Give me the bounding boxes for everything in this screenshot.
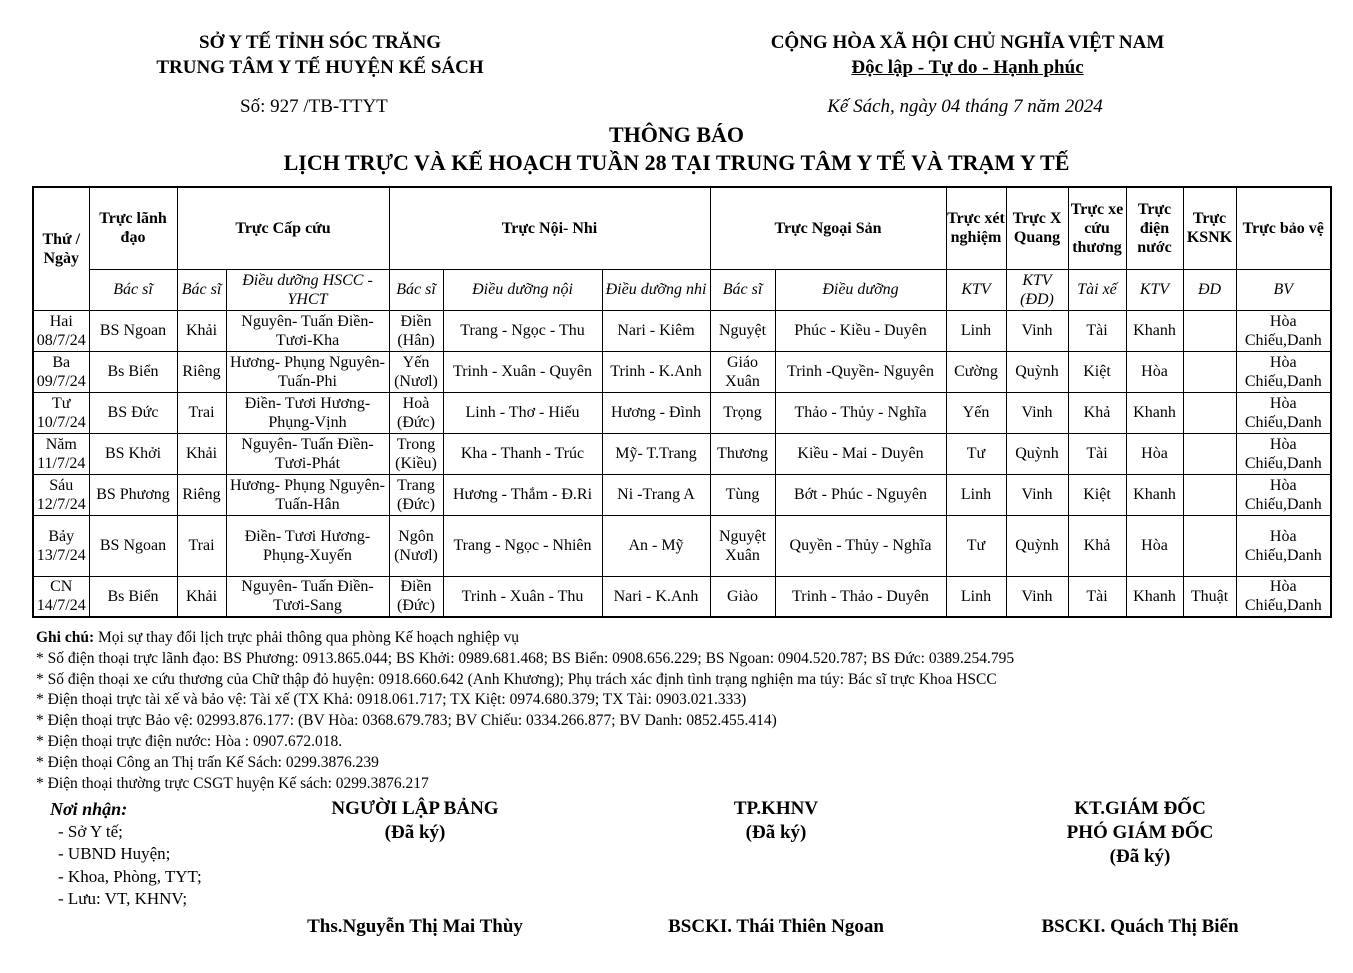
sub-internal-doctor: Bác sĩ xyxy=(389,269,443,310)
nation-line1: CỘNG HÒA XÃ HỘI CHỦ NGHĨA VIỆT NAM xyxy=(770,32,1165,53)
cell-ped-nurse: Nari - Kiêm xyxy=(602,310,710,351)
date: 12/7/24 xyxy=(36,495,86,513)
cell-em-doc: Khải xyxy=(177,310,226,351)
cell-in-doc: Trong (Kiều) xyxy=(389,433,443,474)
organization-header xyxy=(120,30,520,80)
date: 08/7/24 xyxy=(36,331,86,349)
cell-xray: Vinh xyxy=(1006,576,1068,617)
cell-utility: Hòa xyxy=(1126,515,1183,576)
day-cell xyxy=(33,351,89,392)
nation-motto: Độc lập - Tự do - Hạnh phúc xyxy=(851,57,1084,78)
cell-em-doc: Riêng xyxy=(177,351,226,392)
preparer-signature xyxy=(275,797,555,845)
weekday: Tư xyxy=(52,394,71,412)
note-line: * Điện thoại trực điện nước: Hòa : 0907.672.018. xyxy=(36,732,343,750)
cell-utility: Hòa xyxy=(1126,351,1183,392)
weekday: Hai xyxy=(49,312,73,330)
cell-driver: Tài xyxy=(1068,576,1126,617)
cell-em-nurse: Nguyên- Tuấn Điền- Tươi-Sang xyxy=(226,576,389,617)
recipients-label: Nơi nhận: xyxy=(50,799,128,819)
cell-ksnk xyxy=(1183,392,1236,433)
cell-in-nurse: Hương - Thắm - Đ.Ri xyxy=(443,474,602,515)
weekday: CN xyxy=(50,578,73,596)
cell-em-doc: Trai xyxy=(177,515,226,576)
cell-utility: Hòa xyxy=(1126,433,1183,474)
cell-in-doc: Điền (Hân) xyxy=(389,310,443,351)
cell-ksnk xyxy=(1183,351,1236,392)
header-internal-pediatric: Trực Nội- Nhi xyxy=(389,187,710,269)
header-security: Trực bảo vệ xyxy=(1236,187,1331,269)
recipient-item: - Khoa, Phòng, TYT; xyxy=(58,866,202,886)
document-number: Số: 927 /TB-TTYT xyxy=(240,96,388,117)
table-row xyxy=(33,515,1331,576)
header-ambulance: Trực xe cứu thương xyxy=(1068,187,1126,269)
cell-leader: Bs Biển xyxy=(89,576,177,617)
preparer-signed: (Đã ký) xyxy=(384,822,446,843)
weekday: Bảy xyxy=(48,527,75,545)
cell-utility: Khanh xyxy=(1126,576,1183,617)
day-cell xyxy=(33,310,89,351)
day-cell xyxy=(33,392,89,433)
date: 13/7/24 xyxy=(36,546,86,564)
day-cell xyxy=(33,474,89,515)
table-row xyxy=(33,392,1331,433)
place-date: Kế Sách, ngày 04 tháng 7 năm 2024 xyxy=(827,96,1103,117)
cell-security: Hòa Chiếu,Danh xyxy=(1236,310,1331,351)
table-row xyxy=(33,310,1331,351)
sub-ksnk-nurse: ĐD xyxy=(1183,269,1236,310)
sub-lab-technician: KTV xyxy=(946,269,1006,310)
header-day: Thứ / Ngày xyxy=(33,187,89,310)
cell-ksnk xyxy=(1183,515,1236,576)
header-ksnk: Trực KSNK xyxy=(1183,187,1236,269)
org-line1: SỞ Y TẾ TỈNH SÓC TRĂNG xyxy=(199,32,441,53)
cell-security: Hòa Chiếu,Danh xyxy=(1236,474,1331,515)
cell-utility: Khanh xyxy=(1126,474,1183,515)
cell-driver: Tài xyxy=(1068,310,1126,351)
note-line: * Số điện thoại xe cứu thương của Chữ thập đỏ huyện: 0918.660.642 (Anh Khương); Phụ trách xác định tình trạng nghiện ma túy: Bác sĩ trực Khoa HSCC xyxy=(36,670,997,688)
cell-xray: Vinh xyxy=(1006,392,1068,433)
cell-driver: Tài xyxy=(1068,433,1126,474)
weekday: Năm xyxy=(45,435,77,453)
cell-leader: BS Ngoan xyxy=(89,310,177,351)
day-cell xyxy=(33,515,89,576)
cell-em-nurse: Điền- Tươi Hương- Phụng-Xuyến xyxy=(226,515,389,576)
cell-sur-doc: Nguyệt xyxy=(710,310,775,351)
cell-in-nurse: Trang - Ngọc - Thu xyxy=(443,310,602,351)
cell-leader: BS Phương xyxy=(89,474,177,515)
notes-label: Ghi chú: xyxy=(36,629,95,646)
sub-xray-technician: KTV (ĐD) xyxy=(1006,269,1068,310)
cell-ped-nurse: An - Mỹ xyxy=(602,515,710,576)
cell-in-doc: Hoà (Đức) xyxy=(389,392,443,433)
cell-security: Hòa Chiếu,Danh xyxy=(1236,351,1331,392)
cell-driver: Kiệt xyxy=(1068,351,1126,392)
cell-sur-nurse: Phúc - Kiều - Duyên xyxy=(775,310,946,351)
cell-em-nurse: Nguyên- Tuấn Điền- Tươi-Kha xyxy=(226,310,389,351)
note-line: * Điện thoại trực Bảo vệ: 02993.876.177: (BV Hòa: 0368.679.783; BV Chiếu: 0334.266.877; BV Danh: 0852.455.414) xyxy=(36,712,777,730)
cell-leader: BS Ngoan xyxy=(89,515,177,576)
preparer-title: NGƯỜI LẬP BẢNG xyxy=(331,798,499,819)
cell-em-doc: Khải xyxy=(177,433,226,474)
cell-ped-nurse: Mỹ- T.Trang xyxy=(602,433,710,474)
cell-em-doc: Riêng xyxy=(177,474,226,515)
table-sub-header xyxy=(33,269,1331,310)
khnv-title: TP.KHNV xyxy=(733,798,819,819)
cell-em-doc: Trai xyxy=(177,392,226,433)
header-emergency: Trực Cấp cứu xyxy=(177,187,389,269)
cell-driver: Khả xyxy=(1068,515,1126,576)
note-line: * Điện thoại trực tài xế và bảo vệ: Tài xế (TX Khả: 0918.061.717; TX Kiệt: 0974.680.379; TX Tài: 0903.021.333) xyxy=(36,691,747,709)
cell-in-nurse: Kha - Thanh - Trúc xyxy=(443,433,602,474)
cell-sur-doc: Tùng xyxy=(710,474,775,515)
cell-em-nurse: Hương- Phụng Nguyên- Tuấn-Phi xyxy=(226,351,389,392)
cell-sur-nurse: Quyền - Thủy - Nghĩa xyxy=(775,515,946,576)
date: 11/7/24 xyxy=(37,454,86,472)
cell-sur-nurse: Kiều - Mai - Duyên xyxy=(775,433,946,474)
notes-section xyxy=(36,628,1014,794)
cell-in-doc: Trang (Đức) xyxy=(389,474,443,515)
sub-pediatric-nurse: Điều dưỡng nhi xyxy=(602,269,710,310)
sub-surgery-nurse: Điều dưỡng xyxy=(775,269,946,310)
cell-lab: Cường xyxy=(946,351,1006,392)
cell-security: Hòa Chiếu,Danh xyxy=(1236,515,1331,576)
cell-in-nurse: Trang - Ngọc - Nhiên xyxy=(443,515,602,576)
document-title: THÔNG BÁO xyxy=(608,122,745,147)
cell-security: Hòa Chiếu,Danh xyxy=(1236,433,1331,474)
cell-sur-nurse: Trinh -Quyền- Nguyên xyxy=(775,351,946,392)
cell-lab: Tư xyxy=(946,515,1006,576)
cell-sur-nurse: Bớt - Phúc - Nguyên xyxy=(775,474,946,515)
director-signed: (Đã ký) xyxy=(1109,846,1171,867)
sub-emergency-doctor: Bác sĩ xyxy=(177,269,226,310)
recipients-section xyxy=(50,798,202,911)
cell-ped-nurse: Nari - K.Anh xyxy=(602,576,710,617)
cell-ksnk xyxy=(1183,474,1236,515)
khnv-signed: (Đã ký) xyxy=(745,822,807,843)
cell-xray: Vinh xyxy=(1006,310,1068,351)
cell-ksnk: Thuật xyxy=(1183,576,1236,617)
table-row xyxy=(33,433,1331,474)
cell-leader: Bs Biển xyxy=(89,351,177,392)
khnv-signature xyxy=(636,797,916,845)
cell-lab: Linh xyxy=(946,474,1006,515)
cell-em-nurse: Điền- Tươi Hương- Phụng-Vịnh xyxy=(226,392,389,433)
cell-in-nurse: Linh - Thơ - Hiếu xyxy=(443,392,602,433)
cell-lab: Linh xyxy=(946,310,1006,351)
cell-sur-nurse: Thảo - Thủy - Nghĩa xyxy=(775,392,946,433)
cell-ped-nurse: Trinh - K.Anh xyxy=(602,351,710,392)
cell-xray: Quỳnh xyxy=(1006,433,1068,474)
cell-sur-doc: Thương xyxy=(710,433,775,474)
duty-schedule-table xyxy=(32,186,1332,618)
date: 09/7/24 xyxy=(36,372,86,390)
cell-ksnk xyxy=(1183,433,1236,474)
khnv-name: BSCKI. Thái Thiên Ngoan xyxy=(668,916,884,937)
sub-leader-doctor: Bác sĩ xyxy=(89,269,177,310)
header-surgery-obstetric: Trực Ngoại Sản xyxy=(710,187,946,269)
cell-em-nurse: Hương- Phụng Nguyên- Tuấn-Hân xyxy=(226,474,389,515)
cell-driver: Khả xyxy=(1068,392,1126,433)
cell-in-doc: Ngôn (Nươl) xyxy=(389,515,443,576)
recipient-item: - Lưu: VT, KHNV; xyxy=(58,889,188,908)
table-group-header xyxy=(33,187,1331,269)
sub-surgery-doctor: Bác sĩ xyxy=(710,269,775,310)
cell-utility: Khanh xyxy=(1126,392,1183,433)
preparer-name: Ths.Nguyễn Thị Mai Thùy xyxy=(307,916,523,937)
note-line: * Điện thoại Công an Thị trấn Kế Sách: 0299.3876.239 xyxy=(36,753,379,771)
cell-security: Hòa Chiếu,Danh xyxy=(1236,392,1331,433)
cell-lab: Yến xyxy=(946,392,1006,433)
cell-leader: BS Đức xyxy=(89,392,177,433)
director-name: BSCKI. Quách Thị Biển xyxy=(1041,916,1239,937)
sub-emergency-nurse: Điều dưỡng HSCC - YHCT xyxy=(226,269,389,310)
director-line1: KT.GIÁM ĐỐC xyxy=(1074,798,1206,819)
cell-in-nurse: Trinh - Xuân - Thu xyxy=(443,576,602,617)
table-body xyxy=(33,310,1331,617)
cell-sur-nurse: Trinh - Thảo - Duyên xyxy=(775,576,946,617)
cell-xray: Quỳnh xyxy=(1006,351,1068,392)
cell-driver: Kiệt xyxy=(1068,474,1126,515)
table-row xyxy=(33,474,1331,515)
cell-sur-doc: Trọng xyxy=(710,392,775,433)
table-row xyxy=(33,576,1331,617)
sub-internal-nurse: Điều dưỡng nội xyxy=(443,269,602,310)
cell-sur-doc: Nguyệt Xuân xyxy=(710,515,775,576)
cell-leader: BS Khởi xyxy=(89,433,177,474)
table-row xyxy=(33,351,1331,392)
header-xray: Trực X Quang xyxy=(1006,187,1068,269)
cell-xray: Quỳnh xyxy=(1006,515,1068,576)
note-line: * Điện thoại thường trực CSGT huyện Kế sách: 0299.3876.217 xyxy=(36,774,429,792)
cell-ksnk xyxy=(1183,310,1236,351)
recipient-item: - Sở Y tế; xyxy=(58,821,123,841)
weekday: Ba xyxy=(52,353,71,371)
document-subtitle: LỊCH TRỰC VÀ KẾ HOẠCH TUẦN 28 TẠI TRUNG TÂM Y TẾ VÀ TRẠM Y TẾ xyxy=(283,150,1070,175)
notes-first-line: Mọi sự thay đổi lịch trực phải thông qua phòng Kế hoạch nghiệp vụ xyxy=(94,629,520,646)
cell-utility: Khanh xyxy=(1126,310,1183,351)
cell-em-nurse: Nguyên- Tuấn Điền- Tươi-Phát xyxy=(226,433,389,474)
cell-ped-nurse: Ni -Trang A xyxy=(602,474,710,515)
sub-driver: Tài xế xyxy=(1068,269,1126,310)
recipient-item: - UBND Huyện; xyxy=(58,844,171,863)
cell-lab: Linh xyxy=(946,576,1006,617)
org-line2: TRUNG TÂM Y TẾ HUYỆN KẾ SÁCH xyxy=(156,57,484,78)
cell-in-doc: Điền (Đức) xyxy=(389,576,443,617)
director-line2: PHÓ GIÁM ĐỐC xyxy=(1066,822,1214,843)
nation-header xyxy=(740,30,1195,80)
director-signature xyxy=(990,797,1290,869)
sub-utility-technician: KTV xyxy=(1126,269,1183,310)
cell-security: Hòa Chiếu,Danh xyxy=(1236,576,1331,617)
day-cell xyxy=(33,433,89,474)
date: 10/7/24 xyxy=(36,413,86,431)
sub-security-guard: BV xyxy=(1236,269,1331,310)
note-line: * Số điện thoại trực lãnh đạo: BS Phương: 0913.865.044; BS Khởi: 0989.681.468; BS Biển: 0908.656.229; BS Ngoan: 0904.520.787; BS Đức: 0389.254.795 xyxy=(36,649,1015,667)
header-leader: Trực lãnh đạo xyxy=(89,187,177,269)
cell-lab: Tư xyxy=(946,433,1006,474)
cell-sur-doc: Giào xyxy=(710,576,775,617)
cell-xray: Vinh xyxy=(1006,474,1068,515)
cell-in-doc: Yến (Nươl) xyxy=(389,351,443,392)
cell-in-nurse: Trinh - Xuân - Quyên xyxy=(443,351,602,392)
header-lab: Trực xét nghiệm xyxy=(946,187,1006,269)
day-cell xyxy=(33,576,89,617)
cell-ped-nurse: Hương - Đình xyxy=(602,392,710,433)
cell-em-doc: Khải xyxy=(177,576,226,617)
cell-sur-doc: Giáo Xuân xyxy=(710,351,775,392)
header-utility: Trực điện nước xyxy=(1126,187,1183,269)
date: 14/7/24 xyxy=(36,597,86,615)
weekday: Sáu xyxy=(49,476,74,494)
